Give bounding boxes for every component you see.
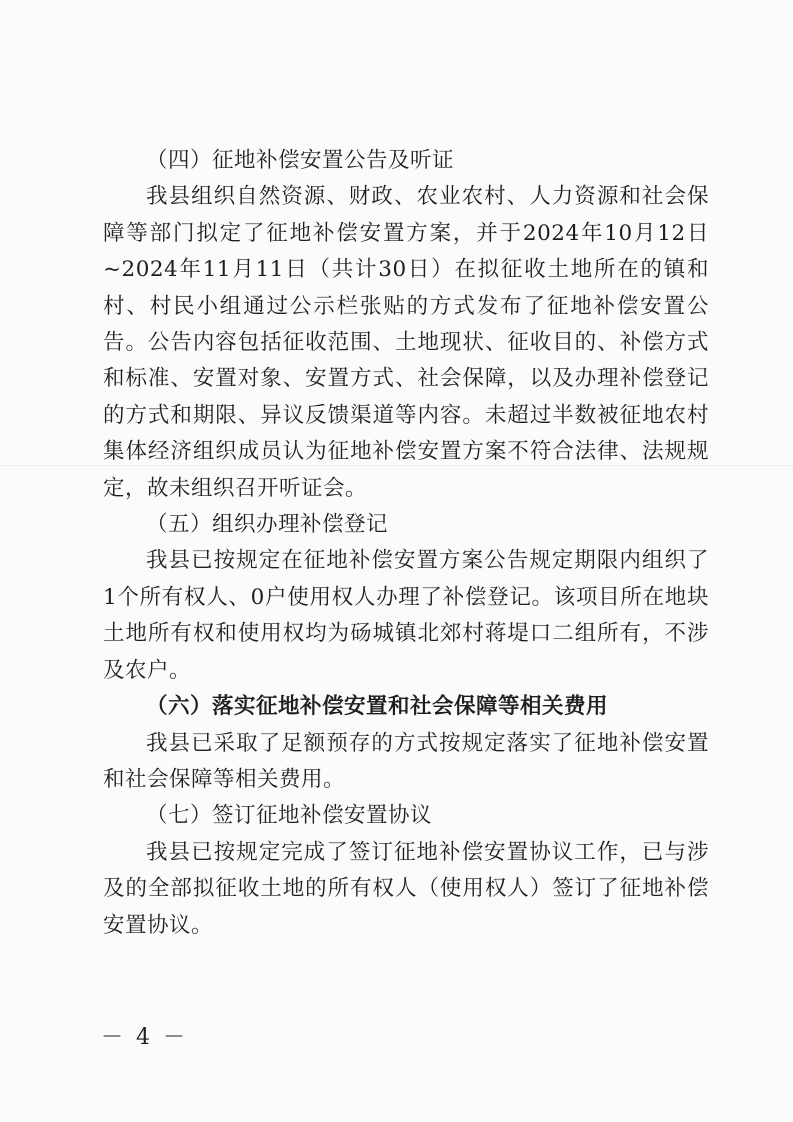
section-heading-6: （六）落实征地补偿安置和社会保障等相关费用 — [146, 694, 609, 720]
section-7-paragraph: 我县已按规定完成了签订征地补偿安置协议工作，已与涉及的全部拟征收土地的所有权人（使用权人）签订了征地补偿安置协议。 — [103, 839, 709, 938]
document-body — [103, 143, 709, 944]
section-6-paragraph: 我县已采取了足额预存的方式按规定落实了征地补偿安置和社会保障等相关费用。 — [103, 730, 709, 792]
section-4-paragraph: 我县组织自然资源、财政、农业农村、人力资源和社会保障等部门拟定了征地补偿安置方案，并于2024年10月12日~2024年11月11日（共计30日）在拟征收土地所在的镇和村、村民小组通过公示栏张贴的方式发布了征地补偿安置公告。公告内容包括征收范围、土地现状、征收目的、补偿方式和标准、安置对象、安置方式、社会保障，以及办理补偿登记的方式和期限、异议反馈渠道等内容。未超过半数被征地农村集体经济组织成员认为征地补偿安置方案不符合法律、法规规定，故未组织召开听证会。 — [103, 184, 709, 501]
section-heading-4: （四）征地补偿安置公告及听证 — [146, 148, 455, 173]
section-heading-5: （五）组织办理补偿登记 — [146, 512, 389, 538]
section-heading-7: （七）签订征地补偿安置协议 — [146, 803, 433, 829]
section-5-paragraph: 我县已按规定在征地补偿安置方案公告规定期限内组织了1个所有权人、0户使用权人办理了补偿登记。该项目所在地块土地所有权和使用权均为砀城镇北郊村蒋堤口二组所有，不涉及农户。 — [103, 548, 709, 683]
page-number: － 4 － — [101, 1025, 188, 1050]
